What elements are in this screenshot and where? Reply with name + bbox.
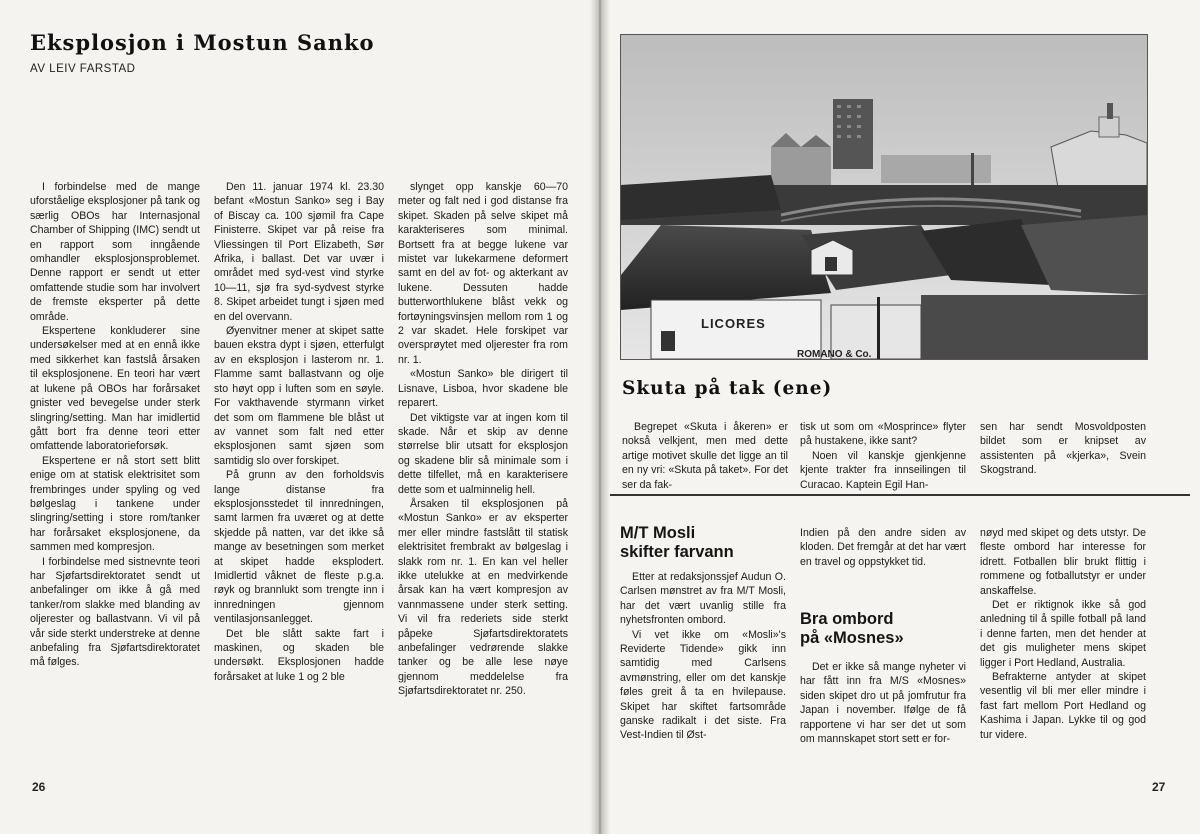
title-line: M/T Mosli [620, 524, 696, 542]
paragraph: Indien på den andre siden av kloden. Det fremgår at det har vært en travel og oppstykket tid. [800, 527, 966, 568]
paragraph: Det ble slått sakte fart i maskinen, og skaden ble undersøkt. Eksplosjonen hadde forårsaket at luke 1 og 2 ble [214, 627, 384, 683]
paragraph: Ekspertene konkluderer sine undersøkelser med at en ennå ikke med sikkerhet kan fastslå årsaken til eksplosjonene. En teori har vært at lukene på OBOs har forårsaket gnister ved bevegelse under sterk slingring/setting. Man har imidlertid gått bort fra denne teori etter omfattende laboratorieforsøk. [30, 325, 200, 453]
paragraph: Noen vil kanskje gjenkjenne kjente trakter fra innseilingen til Curacao. Kaptein Egil Han- [800, 449, 966, 491]
page-gutter [590, 0, 610, 834]
article-title-mosnes [800, 610, 904, 648]
harbor-photo-illustration [621, 35, 1147, 359]
paragraph: Øyenvitner mener at skipet satte bauen ekstra dypt i sjøen, etterfulgt av en eksplosjon i lasterom nr. 1. Flamme samt ballastvann og olje sto høyt opp i luften som en søyle. For vakthavende styrmann virket det som om flammene ble blåst ut av vannet som falt ned etter eksplosjonen samt sjøen som samtidig slo over forskipet. [214, 325, 384, 467]
left-headline: Eksplosjon i Mostun Sanko [30, 30, 375, 55]
title-line: Bra ombord [800, 610, 894, 628]
paragraph: Det viktigste var at ingen kom til skade. Når et skip av denne størrelse blir utsatt for eksplosjon og skadene blir så minimale som i dette tilfellet, må en karakterisere dette som et ualminnelig hell. [398, 411, 568, 496]
paragraph: «Mostun Sanko» ble dirigert til Lisnave, Lisboa, hvor skadene ble reparert. [398, 368, 568, 410]
paragraph: Vi vet ikke om «Mosli»'s Reviderte Tidende» gikk inn samtidig med Carlsens avmønstring, eller om det kanskje føles greit å ta en hvilepause. Skipet har skiftet fartsområde ganske radikalt i det siste. Fra Vest-Indien til Øst- [620, 628, 786, 742]
paragraph: Den 11. januar 1974 kl. 23.30 befant «Mostun Sanko» seg i Bay of Biscay ca. 100 sjømil fra Cape Finisterre. Skipet var på reise fra Vliessingen til Port Elizabeth, Sør Afrika, i ballast. Det var uvær i området med syd-vest vind styrke 10—11, sjø fra syd-sydvest styrke 8. Skipet arbeidet tungt i sjøen med en del overvann. [214, 181, 384, 323]
article-mosli-column-1 [620, 570, 786, 743]
caption-column-1 [622, 420, 788, 492]
page-number-left: 26 [32, 780, 46, 794]
article-title-mosli [620, 524, 734, 562]
left-column-1 [30, 180, 200, 670]
article-mosnes-column-3 [980, 526, 1146, 742]
paragraph: I forbindelse med de mange uforståelige eksplosjoner på tank og særlig OBOs har Internasjonal Chamber of Shipping (IMC) sendt ut en rapport som inngående omhandler eksplosjonsproblemet. Denne rapport er sendt ut etter omfattende studie som har involvert de fremste eksperter på dette område. [30, 181, 200, 323]
caption-column-2 [800, 420, 966, 492]
paragraph: sen har sendt Mosvoldposten bildet som er knipset av assistenten på «kjerka», Svein Skogstrand. [980, 421, 1146, 477]
left-column-3 [398, 180, 568, 699]
paragraph: Befrakterne antyder at skipet vesentlig vil bli mer eller mindre i fast fart mellom Port Hedland og Kashima i Japan. Lykke til og god tur videre. [980, 671, 1146, 741]
harbor-photo [620, 34, 1148, 360]
paragraph: Det er ikke så mange nyheter vi har fått inn fra M/S «Mosnes» siden skipet dro ut på jomfrutur fra Japan i november. Ifølge de få rapportene vi har ser det ut som om mannskapet stort sett er for- [800, 661, 966, 746]
left-column-2 [214, 180, 384, 684]
photo-sign-licores: LICORES [701, 316, 766, 331]
paragraph: I forbindelse med sistnevnte teori har Sjøfartsdirektoratet sendt ut anbefalinger om ikke å gå med tanker/rom slakke med blanding av oljerester og ballastvann. Vi vil på vår side sterkt understreke at denne anbefaling fra Sjøfartsdirektoratet må følges. [30, 555, 200, 669]
paragraph: tisk ut som om «Mosprince» flyter på hustakene, ikke sant? [800, 421, 966, 448]
paragraph: Begrepet «Skuta i åkeren» er nokså velkjent, men med dette artige motivet skulle det ligge an til en ny vri: «Skuta på taket». For det ser da fak- [622, 421, 788, 491]
photo-sign-romano: ROMANO & Co. [797, 349, 872, 359]
paragraph: På grunn av den forholdsvis lange distanse fra eksplosjonsstedet til innredningen, samt larmen fra uværet og at dette skjedde på natten, var det ikke så mange av besetningen som merket at skipet hadde eksplodert. Imidlertid våknet de fleste p.g.a. røyk og brannlukt som trengte inn i innredningen gjennom ventilasjonsanlegget. [214, 469, 384, 626]
page-number-right: 27 [1152, 780, 1166, 794]
paragraph: Det er riktignok ikke så god anledning til å spille fotball på land i denne farten, men det hender at det gis muligheter mens skipet ligger i Port Hedland, Australia. [980, 599, 1146, 669]
article-mosnes-column-2 [800, 660, 966, 746]
caption-column-3 [980, 420, 1146, 478]
paragraph: nøyd med skipet og dets utstyr. De fleste ombord har interesse for idrett. Fotballen blir brukt flittig i rommene og fotballutstyr er under anskaffelse. [980, 527, 1146, 597]
paragraph: Etter at redaksjonssjef Audun O. Carlsen mønstret av fra M/T Mosli, har det vært uvanlig stille fra nyhetsfronten ombord. [620, 571, 786, 627]
title-line: på «Mosnes» [800, 629, 904, 647]
section-divider [610, 494, 1190, 496]
paragraph: Ekspertene er nå stort sett blitt enige om at statisk elektrisitet som frembringes under spyling og ved bølgeslag i tankene under slingring/setting i store rom/tanker har forårsaket eksplosjonene, da sammen med kompresjon. [30, 454, 200, 554]
byline: AV LEIV FARSTAD [30, 63, 136, 75]
title-line: skifter farvann [620, 543, 734, 561]
paragraph: slynget opp kanskje 60—70 meter og falt ned i god distanse fra skipet. Skaden på selve skipet må karakteriseres som minimal. Bortsett fra at begge lukene var mistet var lukekarmene deformert samt en del av fot- og akterkant av lukene. Dessuten hadde butterworthlukene blåst vekk og fortøyningsvinsjen mellom rom 1 og 2 var skadet. Hele forskipet var oversprøytet med oljerester fra rom nr. 1. [398, 181, 568, 366]
paragraph: Årsaken til eksplosjonen på «Mostun Sanko» er av eksperter mer eller mindre fastslått til statisk elektrisitet frembrakt av bølgeslag i slakk rom nr. 1. En kan vel heller ikke utelukke at en medvirkende årsak kan ha vært kompresjon av vannmassene under sterk setting. Vi vil fra rederiets side sterkt påpeke Sjøfartsdirektoratets anbefalinger vedrørende slakke tanker og be alle lese nøye gjennom meddelelse fra Sjøfartsdirektoratet nr. 250. [398, 497, 568, 698]
article-mosli-column-2 [800, 526, 966, 569]
right-headline: Skuta på tak (ene) [622, 378, 833, 399]
